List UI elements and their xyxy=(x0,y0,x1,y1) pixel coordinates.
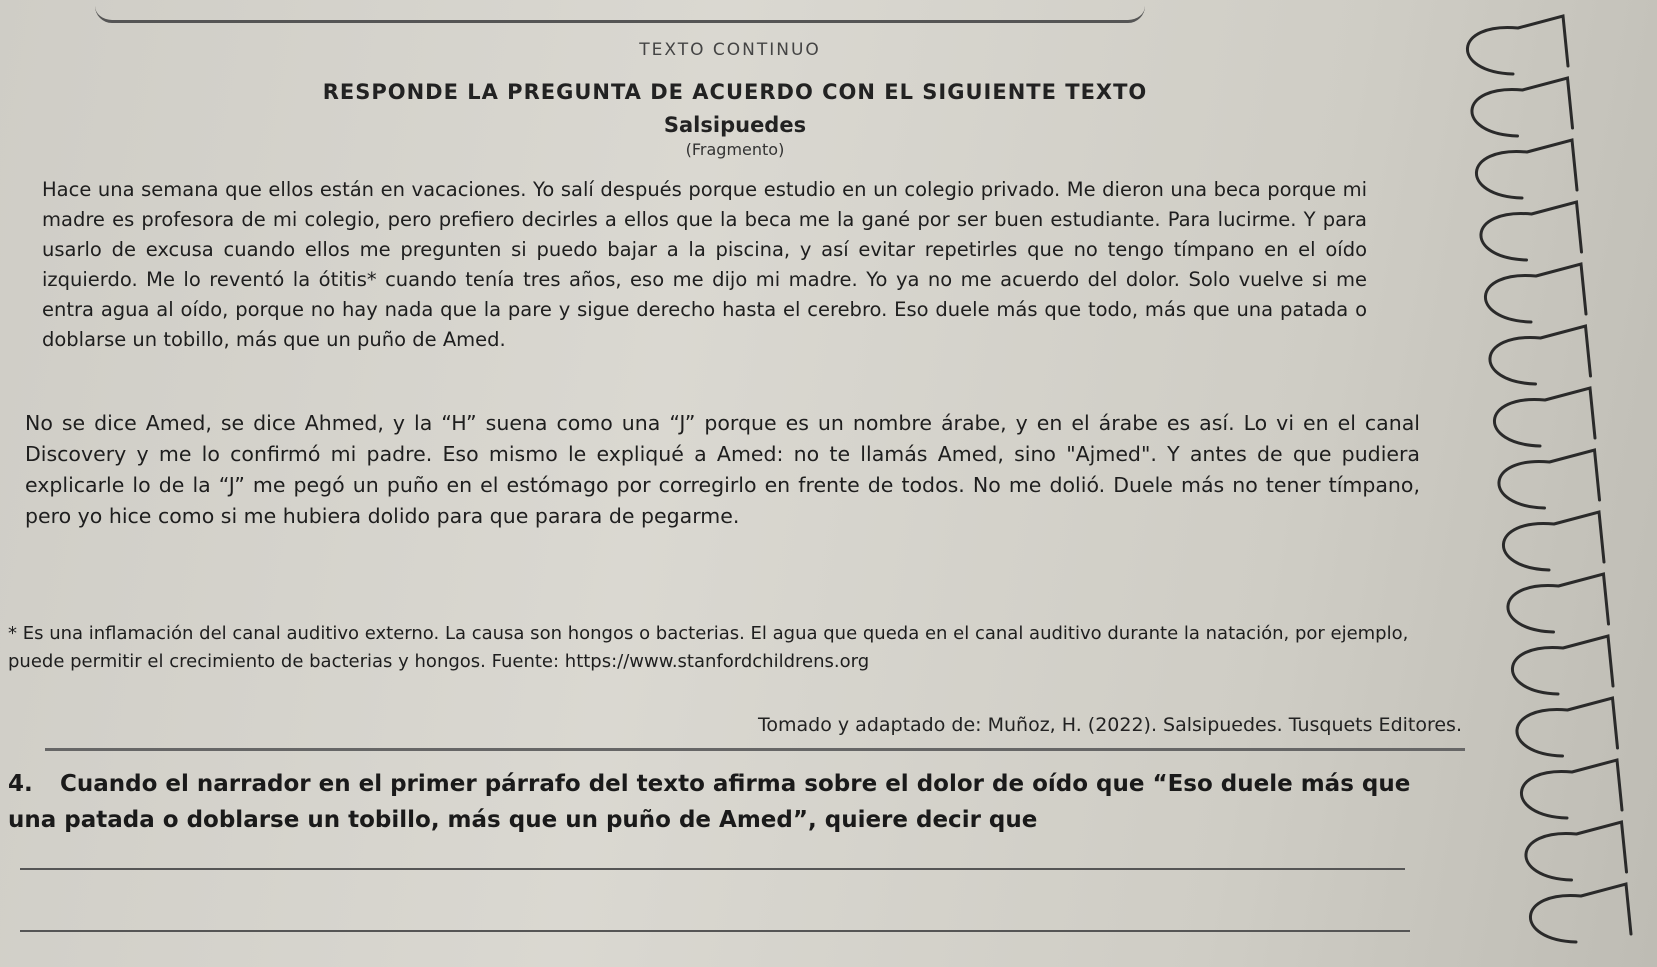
binding-coil xyxy=(1530,884,1631,942)
text-title: Salsipuedes xyxy=(663,113,807,137)
top-decorative-rule xyxy=(95,6,1145,23)
paragraph-1: Hace una semana que ellos están en vacaciones. Yo salí después porque estudio en un colegio privado. Me dieron una beca porque mi madre es profesora de mi colegio, pero prefiero decirles a ellos que la beca me la gané por ser buen estudiante. Para lucirme. Y para usarlo de excusa cuando ellos me pregunten si puedo bajar a la piscina, y así evitar repetirles que no tengo tímpano en el oído izquierdo. Me lo reventó la ótitis* cuando tenía tres años, eso me dijo mi madre. Yo ya no me acuerdo del dolor. Solo vuelve si me entra agua al oído, porque no hay nada que la pare y sigue derecho hasta el cerebro. Eso duele más que todo, más que una patada o doblarse un tobillo, más que un puño de Amed. xyxy=(42,178,1367,351)
source-citation: Tomado y adaptado de: Muñoz, H. (2022). Salsipuedes. Tusquets Editores. xyxy=(758,714,1462,736)
question-4 xyxy=(8,766,1458,838)
binding-coil xyxy=(1512,636,1613,694)
section-kicker: TEXTO CONTINUO xyxy=(639,40,821,60)
footnote: * Es una inflamación del canal auditivo externo. La causa son hongos o bacterias. El agua que queda en el canal auditivo durante la natación, por ejemplo, puede permitir el crecimiento de bacterias y hongos. Fuente: https://www.stanfordchildrens.org xyxy=(8,623,1409,672)
question-number: 4. xyxy=(8,771,33,797)
binding-coil xyxy=(1494,388,1595,446)
spiral-binding xyxy=(1440,0,1657,967)
binding-coil xyxy=(1472,78,1573,136)
answer-line-1[interactable] xyxy=(20,868,1405,870)
question-text: Cuando el narrador en el primer párrafo del texto afirma sobre el dolor de oído que “Eso duele más que una patada o doblarse un tobillo, más que un puño de Amed”, quiere decir que xyxy=(8,771,1411,833)
binding-coil xyxy=(1503,512,1604,570)
binding-coil xyxy=(1485,264,1586,322)
binding-coil xyxy=(1499,450,1600,508)
text-subtitle: (Fragmento) xyxy=(685,140,785,159)
binding-coil xyxy=(1481,202,1582,260)
answer-line-2[interactable] xyxy=(20,930,1410,932)
binding-coil xyxy=(1490,326,1591,384)
paragraph-2: No se dice Amed, se dice Ahmed, y la “H” suena como una “J” porque es un nombre árabe, y en el árabe es así. Lo vi en el canal Discovery y me lo confirmó mi padre. Eso mismo le expliqué a Amed: no te llamás Amed, sino "Ajmed". Y antes de que pudiera explicarle lo de la “J” me pegó un puño en el estómago por corregirlo en frente de todos. No me dolió. Duele más no tener tímpano, pero yo hice como si me hubiera dolido para que parara de pegarme. xyxy=(25,411,1420,528)
binding-coil xyxy=(1517,698,1618,756)
binding-coil xyxy=(1467,16,1568,74)
binding-coil xyxy=(1476,140,1577,198)
binding-coil xyxy=(1526,822,1627,880)
instruction-heading: RESPONDE LA PREGUNTA DE ACUERDO CON EL SIGUIENTE TEXTO xyxy=(322,80,1148,104)
section-divider xyxy=(45,748,1465,751)
binding-coil xyxy=(1508,574,1609,632)
binding-coil xyxy=(1521,760,1622,818)
